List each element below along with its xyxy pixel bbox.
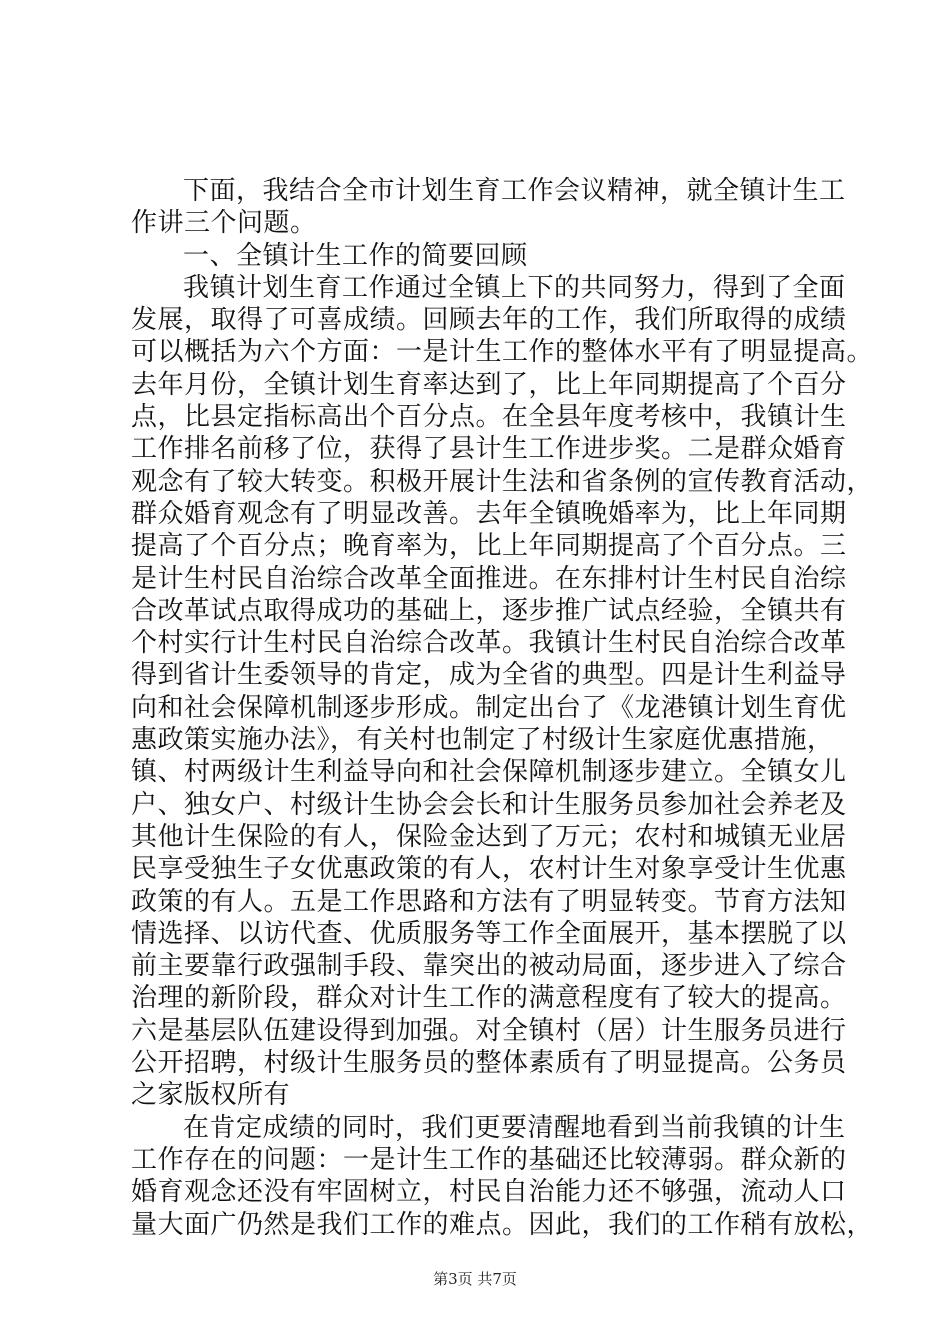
text-line: 在肯定成绩的同时，我们更要清醒地看到当前我镇的计生 xyxy=(183,1112,846,1143)
text-line: 群众婚育观念有了明显改善。去年全镇晚婚率为，比上年同期 xyxy=(131,498,847,529)
text-line: 民享受独生子女优惠政策的有人，农村计生对象享受计生优惠 xyxy=(131,854,847,885)
paragraph-problems xyxy=(131,1112,874,1241)
paragraph-intro xyxy=(131,175,846,240)
text-line: 得到省计生委领导的肯定，成为全省的典型。四是计生利益导 xyxy=(131,660,847,691)
text-line: 治理的新阶段，群众对计生工作的满意程度有了较大的提高。 xyxy=(131,983,847,1014)
text-line: 我镇计划生育工作通过全镇上下的共同努力，得到了全面 xyxy=(183,272,846,303)
text-line: 向和社会保障机制逐步形成。制定出台了《龙港镇计划生育优 xyxy=(131,692,847,723)
text-line: 量大面广仍然是我们工作的难点。因此，我们的工作稍有放松， xyxy=(131,1209,874,1240)
text-line: 工作存在的问题：一是计生工作的基础还比较薄弱。群众新的 xyxy=(131,1144,847,1175)
text-line: 公开招聘，村级计生服务员的整体素质有了明显提高。公务员 xyxy=(131,1048,847,1079)
text-line: 可以概括为六个方面：一是计生工作的整体水平有了明显提高。 xyxy=(131,337,874,368)
page-number-label: 第3页 共7页 xyxy=(433,1270,517,1288)
text-line: 情选择、以访代查、优质服务等工作全面展开，基本摆脱了以 xyxy=(131,918,847,949)
text-line: 惠政策实施办法》，有关村也制定了村级计生家庭优惠措施， xyxy=(131,725,834,756)
text-line: 六是基层队伍建设得到加强。对全镇村（居）计生服务员进行 xyxy=(131,1015,847,1046)
paragraph-review xyxy=(131,272,874,1112)
section-heading xyxy=(131,240,836,272)
text-line: 下面，我结合全市计划生育工作会议精神，就全镇计生工 xyxy=(183,176,846,206)
text-line: 之家版权所有 xyxy=(131,1080,291,1111)
page-footer xyxy=(0,1268,950,1289)
section-heading-text: 一、全镇计生工作的简要回顾 xyxy=(183,240,528,271)
document-body xyxy=(131,175,874,1241)
text-line: 工作排名前移了位，获得了县计生工作进步奖。二是群众婚育 xyxy=(131,434,847,465)
text-line: 去年月份，全镇计划生育率达到了，比上年同期提高了个百分 xyxy=(131,369,847,400)
text-line: 政策的有人。五是工作思路和方法有了明显转变。节育方法知 xyxy=(131,886,847,917)
text-line: 观念有了较大转变。积极开展计生法和省条例的宣传教育活动， xyxy=(131,466,874,497)
text-line: 作讲三个问题。 xyxy=(131,208,317,239)
text-line: 镇、村两级计生利益导向和社会保障机制逐步建立。全镇女儿 xyxy=(131,757,847,788)
text-line: 户、独女户、村级计生协会会长和计生服务员参加社会养老及 xyxy=(131,789,847,820)
text-line: 是计生村民自治综合改革全面推进。在东排村计生村民自治综 xyxy=(131,563,847,594)
text-line: 发展，取得了可喜成绩。回顾去年的工作，我们所取得的成绩 xyxy=(131,305,847,336)
text-line: 点，比县定指标高出个百分点。在全县年度考核中，我镇计生 xyxy=(131,402,847,433)
text-line: 个村实行计生村民自治综合改革。我镇计生村民自治综合改革 xyxy=(131,628,847,659)
text-line: 婚育观念还没有牢固树立，村民自治能力还不够强，流动人口 xyxy=(131,1177,847,1208)
text-line: 提高了个百分点；晚育率为，比上年同期提高了个百分点。三 xyxy=(131,531,847,562)
text-line: 合改革试点取得成功的基础上，逐步推广试点经验，全镇共有 xyxy=(131,595,847,626)
text-line: 前主要靠行政强制手段、靠突出的被动局面，逐步进入了综合 xyxy=(131,951,847,982)
text-line: 其他计生保险的有人，保险金达到了万元；农村和城镇无业居 xyxy=(131,821,847,852)
